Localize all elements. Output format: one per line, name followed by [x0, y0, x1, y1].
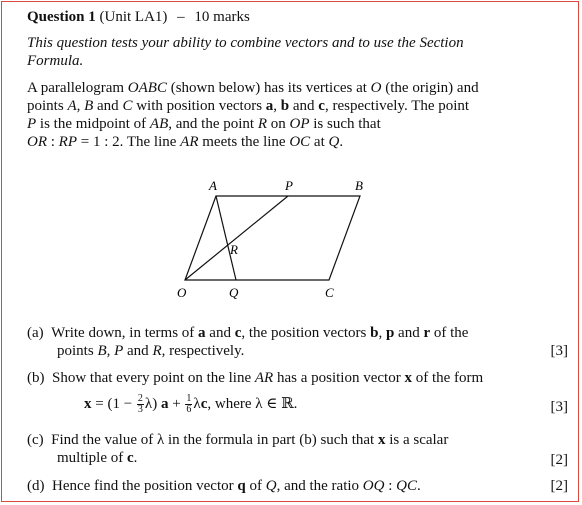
- text: is the midpoint of: [36, 116, 150, 132]
- text: A parallelogram: [27, 80, 128, 96]
- text: OP: [289, 116, 310, 132]
- part-c-line-2: [57, 449, 137, 467]
- text: A, B: [67, 98, 94, 114]
- text: AR: [254, 370, 274, 386]
- part-c-label: (c): [27, 432, 44, 448]
- text: q: [237, 478, 246, 494]
- text: (shown below) has its vertices at: [166, 80, 371, 96]
- text: = 1 : 2. The line: [77, 134, 181, 150]
- part-c-marks: [2]: [550, 452, 568, 468]
- header-dash: –: [177, 9, 185, 25]
- vector-b: b: [280, 98, 290, 114]
- label-a: A: [209, 178, 217, 193]
- text: :: [384, 478, 397, 494]
- text: meets the line: [198, 134, 290, 150]
- text: p: [385, 325, 395, 341]
- text: , the position vectors: [241, 325, 371, 341]
- text: at: [310, 134, 329, 150]
- vector-a: a: [265, 98, 274, 114]
- text: , respectively. The point: [324, 98, 470, 114]
- frac-den: 6: [186, 404, 192, 415]
- text: Show that every point on the line: [52, 370, 255, 386]
- label-p: P: [285, 178, 293, 193]
- text: c: [127, 450, 134, 466]
- text: λ: [193, 395, 201, 412]
- text: :: [47, 134, 59, 150]
- text: AB: [149, 116, 169, 132]
- frac-num: 2: [137, 393, 143, 404]
- text: .: [133, 450, 138, 466]
- text: Find the value of λ in the formula in part (b) such that: [51, 432, 378, 448]
- frac-num: 1: [186, 393, 192, 404]
- part-a-line-2: [57, 342, 244, 360]
- label-q: Q: [229, 285, 239, 300]
- part-a-line-1: [27, 324, 468, 342]
- label-r: R: [230, 242, 238, 257]
- text: R: [152, 343, 162, 359]
- text: and: [394, 325, 424, 341]
- line-aq: [216, 196, 236, 280]
- part-d-label: (d): [27, 478, 45, 494]
- label-c: C: [325, 285, 334, 300]
- text: of the form: [411, 370, 484, 386]
- text: Q: [265, 478, 277, 494]
- vector-x: x: [84, 395, 92, 412]
- text: ,: [378, 325, 386, 341]
- part-b-label: (b): [27, 370, 45, 386]
- text: of: [245, 478, 266, 494]
- text: r: [423, 325, 431, 341]
- text: points: [27, 98, 68, 114]
- text: and: [205, 325, 235, 341]
- part-b-formula: [84, 394, 297, 415]
- text: P: [27, 116, 37, 132]
- text: Hence find the position vector: [52, 478, 238, 494]
- text: RP: [58, 134, 77, 150]
- text: with position vectors: [132, 98, 266, 114]
- text: a: [198, 325, 206, 341]
- marks-total: 10 marks: [194, 9, 250, 25]
- text: has a position vector: [273, 370, 405, 386]
- text: , and the point: [168, 116, 258, 132]
- text: x: [377, 432, 386, 448]
- text: O: [370, 80, 382, 96]
- fraction-one-sixth: [185, 394, 192, 415]
- vector-c: c: [200, 395, 208, 412]
- text: and: [123, 343, 153, 359]
- text: ): [152, 395, 161, 412]
- text: +: [168, 395, 185, 412]
- part-a-label: (a): [27, 325, 44, 341]
- text: (the origin) and: [381, 80, 479, 96]
- text: x: [404, 370, 412, 386]
- vector-c: c: [318, 98, 325, 114]
- part-d-line-1: [27, 477, 421, 495]
- text: OABC: [127, 80, 167, 96]
- part-c-line-1: [27, 431, 448, 449]
- text: .: [339, 134, 344, 150]
- intro-line-1: This question tests your ability to combine vectors and to use the Section: [27, 35, 464, 51]
- text: Q: [328, 134, 340, 150]
- intro-line-2: Formula.: [27, 53, 84, 69]
- text: AR: [180, 134, 199, 150]
- text: , and the ratio: [276, 478, 363, 494]
- text: on: [267, 116, 290, 132]
- part-a-marks: [3]: [550, 343, 568, 359]
- text: Write down, in terms of: [51, 325, 199, 341]
- text: OC: [289, 134, 311, 150]
- text: and: [289, 98, 319, 114]
- text: , respectively.: [161, 343, 245, 359]
- label-o: O: [177, 285, 187, 300]
- text: .: [416, 478, 421, 494]
- part-b-line-1: [27, 369, 483, 387]
- text: OR: [27, 134, 47, 150]
- text: points: [57, 343, 98, 359]
- text: λ: [144, 395, 153, 412]
- text: OQ: [362, 478, 385, 494]
- text: b: [370, 325, 379, 341]
- text: QC: [396, 478, 417, 494]
- frac-den: 3: [137, 404, 143, 415]
- text: is a scalar: [385, 432, 449, 448]
- text: and: [93, 98, 123, 114]
- part-b-marks: [3]: [550, 399, 568, 415]
- text: R: [257, 116, 267, 132]
- text: C: [122, 98, 133, 114]
- question-label: Question 1: [27, 9, 96, 25]
- vector-a: a: [160, 395, 169, 412]
- fraction-two-thirds: [137, 394, 144, 415]
- text: of the: [430, 325, 469, 341]
- text: multiple of: [57, 450, 127, 466]
- label-b: B: [355, 178, 363, 193]
- unit-label: (Unit LA1): [99, 9, 168, 25]
- part-d-marks: [2]: [550, 478, 568, 494]
- text: ,: [273, 98, 281, 114]
- text: B, P: [97, 343, 124, 359]
- text: c: [234, 325, 242, 341]
- text: , where λ ∈ ℝ.: [207, 395, 298, 412]
- text: = (1 −: [91, 395, 136, 412]
- text: is such that: [309, 116, 381, 132]
